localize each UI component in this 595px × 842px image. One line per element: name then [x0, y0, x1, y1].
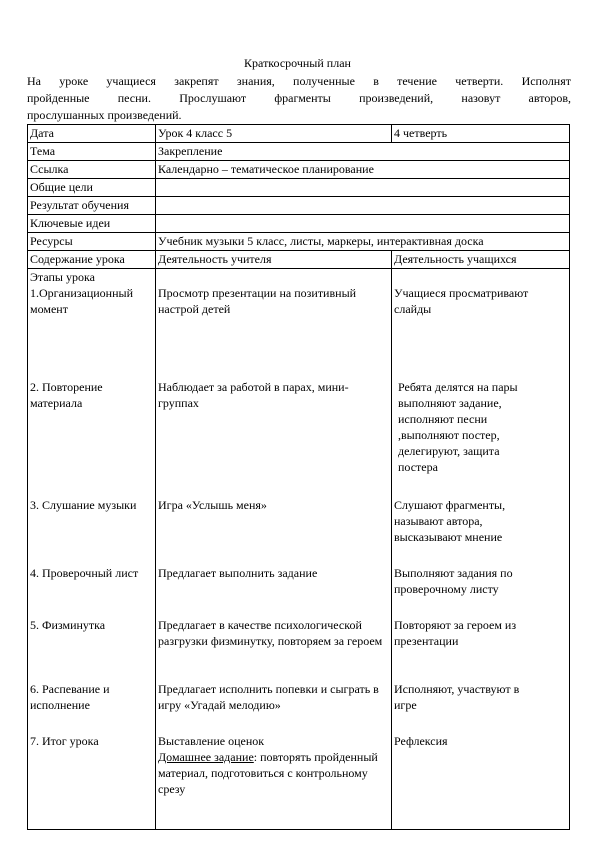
teacher-activity: Игра «Услышь меня» — [158, 498, 267, 512]
stage-name: 4. Проверочный лист — [30, 566, 139, 580]
stage-name: 2. Повторение материала — [30, 380, 103, 410]
table-row — [28, 161, 570, 179]
homework-text: : повторять пройденный материал, подготовиться с контрольному срезу — [158, 750, 378, 796]
resources-value: Учебник музыки 5 класс, листы, маркеры, интерактивная доска — [156, 233, 570, 251]
student-activity: Учащиеся просматривают слайды — [394, 286, 529, 316]
quarter-info: 4 четверть — [392, 125, 570, 143]
stage-name: 1.Организационный момент — [30, 286, 133, 316]
ideas-value — [156, 215, 570, 233]
goals-label: Общие цели — [28, 179, 156, 197]
intro-line: пройденные песни. Прослушают фрагменты произведений, назовут авторов, — [27, 91, 571, 105]
date-label: Дата — [28, 125, 156, 143]
table-header-row — [28, 251, 570, 269]
stage-name: 3. Слушание музыки — [30, 498, 137, 512]
table-row — [28, 215, 570, 233]
goals-value — [156, 179, 570, 197]
resources-label: Ресурсы — [28, 233, 156, 251]
teacher-activity: Просмотр презентации на позитивный настрой детей — [158, 286, 357, 316]
teacher-activity: Предлагает в качестве психологической разгрузки физминутку, повторяем за героем — [158, 618, 383, 648]
student-activity: Рефлексия — [394, 734, 448, 748]
table-row — [28, 143, 570, 161]
stages-row — [28, 269, 570, 830]
link-label: Ссылка — [28, 161, 156, 179]
intro-line: прослушанных произведений. — [27, 108, 182, 122]
student-activity: Выполняют задания по проверочному листу — [394, 566, 513, 596]
teacher-activity-final — [158, 733, 386, 797]
stage-name: 7. Итог урока — [30, 734, 99, 748]
teacher-activity: Предлагает выполнить задание — [158, 566, 318, 580]
student-activity: Слушают фрагменты, называют автора, высказывают мнение — [394, 498, 506, 544]
lesson-plan-table — [27, 124, 570, 830]
column-header-teacher: Деятельность учителя — [156, 251, 392, 269]
student-activity: Исполняют, участвуют в игре — [394, 682, 520, 712]
ideas-label: Ключевые идеи — [28, 215, 156, 233]
teacher-activity: Наблюдает за работой в парах, мини-группах — [158, 380, 349, 410]
table-row — [28, 197, 570, 215]
teacher-activity: Предлагает исполнить попевки и сыграть в игру «Угадай мелодию» — [158, 682, 379, 712]
column-header-content: Содержание урока — [28, 251, 156, 269]
stages-title: Этапы урока — [30, 270, 95, 284]
student-activity: Повторяют за героем из презентации — [394, 618, 517, 648]
topic-label: Тема — [28, 143, 156, 161]
result-label: Результат обучения — [28, 197, 156, 215]
intro-line: На уроке учащиеся закрепят знания, полученные в течение четверти. Исполнят — [27, 74, 571, 88]
link-value: Календарно – тематическое планирование — [156, 161, 570, 179]
topic-value: Закрепление — [156, 143, 570, 161]
student-activity: Ребята делятся на пары выполняют задание, исполняют песни ,выполняют постер, делегируют, защита постера — [398, 380, 518, 474]
page-title: Краткосрочный план — [244, 56, 351, 70]
stage-name: 6. Распевание и исполнение — [30, 682, 110, 712]
lesson-info: Урок 4 класс 5 — [156, 125, 392, 143]
result-value — [156, 197, 570, 215]
table-row — [28, 179, 570, 197]
column-header-students: Деятельность учащихся — [392, 251, 570, 269]
table-row — [28, 233, 570, 251]
table-row — [28, 125, 570, 143]
intro-paragraph — [27, 73, 571, 124]
stage-name: 5. Физминутка — [30, 618, 106, 632]
teacher-activity-grades: Выставление оценок — [158, 734, 265, 748]
homework-label: Домашнее задание — [158, 750, 254, 764]
